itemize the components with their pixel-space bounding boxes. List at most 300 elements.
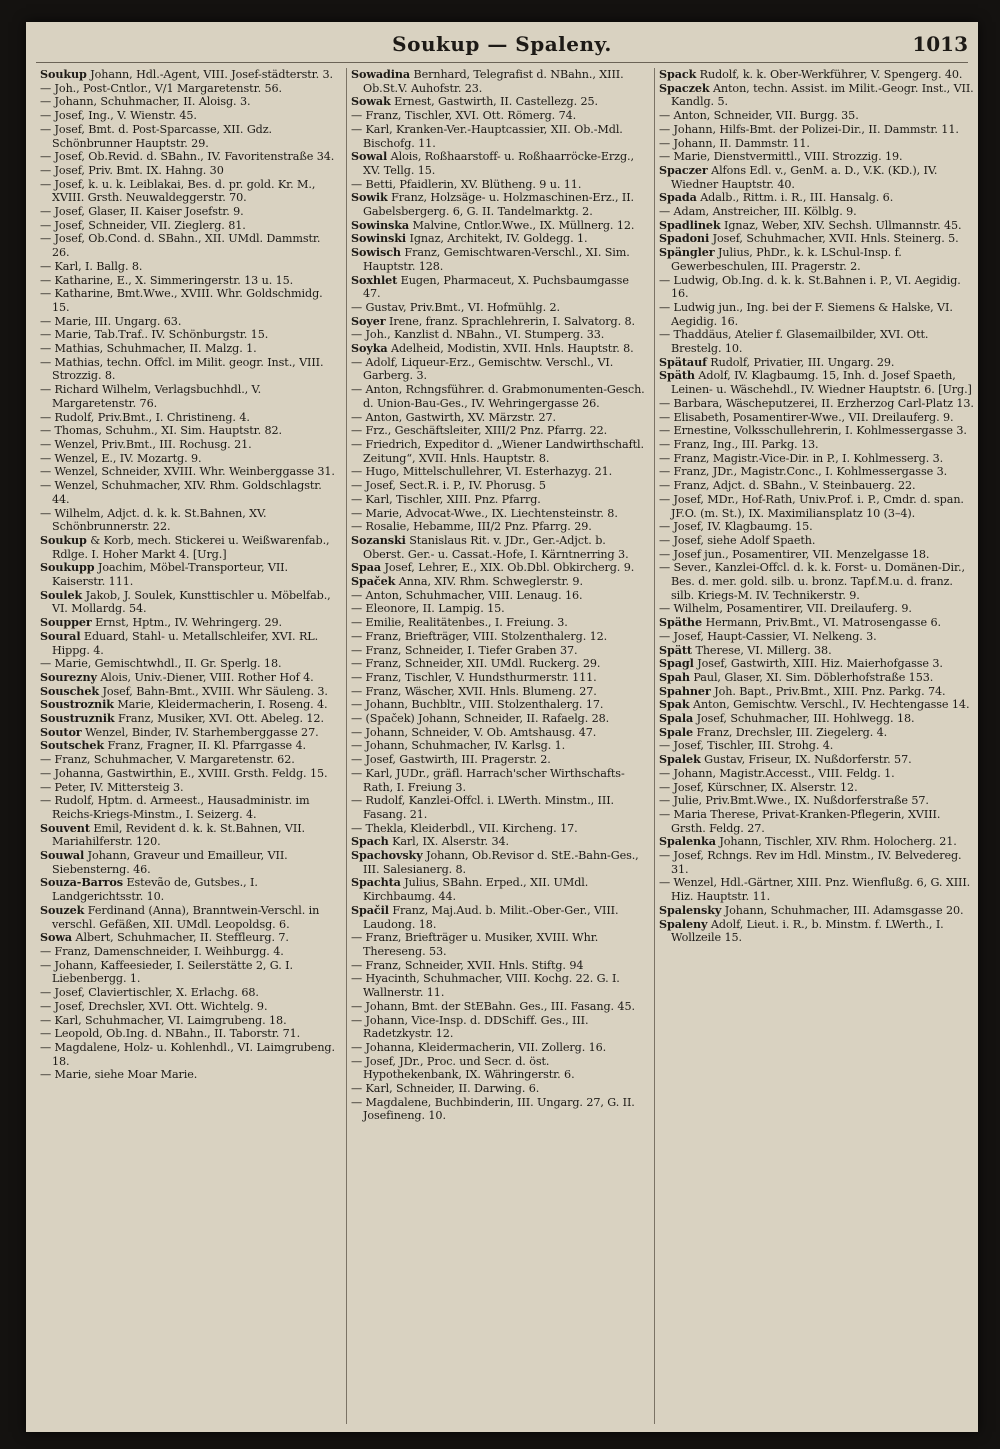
entry-text: Johann, Schuhmacher, III. Adamsgasse 20. xyxy=(721,903,964,917)
directory-entry xyxy=(351,150,649,177)
entry-text: Ernst, Hptm., IV. Wehringerg. 29. xyxy=(91,616,282,630)
directory-entry xyxy=(40,411,338,425)
entry-headword: Spack xyxy=(659,68,697,81)
entry-headword: Spačil xyxy=(351,902,389,917)
entry-headword: Soural xyxy=(40,628,81,643)
directory-entry xyxy=(351,1041,649,1055)
entry-text: — Josef, Schneider, VII. Zieglerg. 81. xyxy=(40,218,246,232)
directory-entry xyxy=(659,274,977,301)
entry-headword: Spah xyxy=(659,669,690,684)
entry-text: — Josef jun., Posamentirer, VII. Menzelgasse 18. xyxy=(659,547,930,561)
entry-text: — Karl, JUDr., gräfl. Harrach'scher Wirthschafts-Rath, I. Freiung 3. xyxy=(351,766,625,794)
directory-entry xyxy=(40,1014,338,1028)
directory-entry xyxy=(659,794,977,808)
entry-text: — Franz, Schuhmacher, V. Margaretenstr. 62. xyxy=(40,753,295,767)
directory-entry xyxy=(659,232,977,246)
entry-text: Adalb., Rittm. i. R., III. Hansalg. 6. xyxy=(696,191,894,205)
entry-text: — Thomas, Schuhm., XI. Sim. Hauptstr. 82. xyxy=(40,424,283,438)
directory-entry xyxy=(351,575,649,589)
entry-text: Ernest, Gastwirth, II. Castellezg. 25. xyxy=(390,95,598,109)
entry-text: Adolf, Lieut. i. R., b. Minstm. f. LWerth., I. Wollzeile 15. xyxy=(671,917,944,945)
directory-entry xyxy=(351,794,649,821)
entry-text: — Josef, Drechsler, XVI. Ott. Wichtelg. 9. xyxy=(40,999,268,1013)
entry-text: — Wilhelm, Adjct. d. k. k. St.Bahnen, XV. Schönbrunnerstr. 22. xyxy=(40,506,267,534)
directory-page xyxy=(26,22,978,1432)
entry-text: — Wenzel, Schuhmacher, XIV. Rhm. Goldschlagstr. 44. xyxy=(40,479,322,506)
directory-entry xyxy=(659,68,977,82)
entry-headword: Spala xyxy=(659,711,694,726)
entry-text: Josef, Schuhmacher, XVII. Hnls. Steinerg. 5. xyxy=(709,232,959,246)
entry-text: Irene, franz. Sprachlehrerin, I. Salvatorg. 8. xyxy=(385,314,636,328)
entry-text: Julius, SBahn. Erped., XII. UMdl. Kirchbaumg. 44. xyxy=(363,876,589,904)
entry-text: Eduard, Stahl- u. Metallschleifer, XVI. RL. Hippg. 4. xyxy=(52,629,319,657)
directory-entry xyxy=(351,767,649,794)
entry-headword: Spaa xyxy=(351,560,381,575)
entry-headword: Spadoni xyxy=(659,231,710,246)
directory-entry xyxy=(659,479,977,493)
entry-text: Johann, Tischler, XIV. Rhm. Holocherg. 21. xyxy=(715,835,957,849)
entry-text: — Josef, Ob.Cond. d. SBahn., XII. UMdl. Dammstr. 26. xyxy=(40,232,321,260)
entry-text: Franz, Drechsler, III. Ziegelerg. 4. xyxy=(693,725,888,739)
entry-text: Estevão de, Gutsbes., I. Landgerichtsstr. 10. xyxy=(52,876,258,904)
entry-text: — Franz, Adjct. d. SBahn., V. Steinbauerg. 22. xyxy=(659,479,916,493)
entry-text: — Magdalene, Holz- u. Kohlenhdl., VI. Laimgrubeng. 18. xyxy=(40,1040,335,1068)
directory-entry xyxy=(351,602,649,616)
directory-entry xyxy=(351,1082,649,1096)
directory-entry xyxy=(659,465,977,479)
entry-text: & Korb, mech. Stickerei u. Weißwarenfab., Rdlge. I. Hoher Markt 4. [Urg.] xyxy=(52,533,330,561)
entry-text: Ignaz, Architekt, IV. Goldegg. 1. xyxy=(406,232,588,246)
entry-headword: Spätt xyxy=(659,642,692,657)
directory-entry xyxy=(659,301,977,328)
entry-text: — Franz, Damenschneider, I. Weihburgg. 4. xyxy=(40,945,284,958)
entry-text: — Adolf, Liqueur-Erz., Gemischtw. Verschl., VI. Garberg. 3. xyxy=(351,355,614,383)
entry-text: — Franz, JDr., Magistr.Conc., I. Kohlmessergasse 3. xyxy=(659,465,948,479)
directory-entry xyxy=(659,328,977,355)
entry-text: — Marie, Gemischtwhdl., II. Gr. Sperlg. 18. xyxy=(40,657,282,671)
directory-entry xyxy=(351,904,649,931)
directory-entry xyxy=(659,712,977,726)
directory-entry xyxy=(659,644,977,658)
directory-entry xyxy=(659,808,977,835)
entry-headword: Spängler xyxy=(659,245,715,260)
entry-headword: Soyer xyxy=(351,313,386,328)
directory-entry xyxy=(351,616,649,630)
directory-entry xyxy=(659,137,977,151)
entry-text: — Karl, Schuhmacher, VI. Laimgrubeng. 18. xyxy=(40,1013,287,1027)
entry-text: — Joh., Post-Cntlor., V/1 Margaretenstr. 56. xyxy=(40,81,283,95)
directory-entry xyxy=(40,753,338,767)
entry-text: Josef, Gastwirth, XIII. Hiz. Maierhofgasse 3. xyxy=(693,657,943,671)
entry-text: — Anton, Rchngsführer. d. Grabmonumenten-Gesch. d. Union-Bau-Ges., IV. Wehringergasse 26. xyxy=(351,383,645,410)
entry-text: Julius, PhDr., k. k. LSchul-Insp. f. Gewerbeschulen, III. Pragerstr. 2. xyxy=(671,246,902,273)
entry-columns xyxy=(40,68,974,1424)
directory-entry xyxy=(351,328,649,342)
directory-entry xyxy=(40,328,338,342)
directory-entry xyxy=(40,781,338,795)
directory-entry xyxy=(40,698,338,712)
directory-entry xyxy=(351,95,649,109)
entry-headword: Sowal xyxy=(351,149,388,164)
entry-text: — Betti, Pfaidlerin, XV. Blütheng. 9 u. 11. xyxy=(351,177,582,191)
directory-entry xyxy=(40,1041,338,1068)
entry-text: — Karl, I. Ballg. 8. xyxy=(40,259,143,273)
entry-headword: Spale xyxy=(659,724,694,739)
entry-text: — Karl, Schneider, II. Darwing. 6. xyxy=(351,1082,540,1096)
directory-entry xyxy=(659,123,977,137)
directory-entry xyxy=(40,356,338,383)
entry-headword: Spalenka xyxy=(659,834,716,849)
entry-text: — Franz, Briefträger u. Musiker, XVIII. Whr. Thereseng. 53. xyxy=(351,931,599,958)
directory-entry xyxy=(40,986,338,1000)
entry-text: Franz, Maj.Aud. b. Milit.-Ober-Ger., VIII. Laudong. 18. xyxy=(363,903,619,931)
entry-text: — Josef, Glaser, II. Kaiser Josefstr. 9. xyxy=(40,205,244,219)
entry-text: — Josef, Kürschner, IX. Alserstr. 12. xyxy=(659,780,858,794)
directory-entry xyxy=(659,726,977,740)
entry-headword: Soyka xyxy=(351,341,388,356)
directory-entry xyxy=(659,493,977,520)
directory-entry xyxy=(40,109,338,123)
directory-entry xyxy=(659,109,977,123)
directory-entry xyxy=(40,726,338,740)
directory-entry xyxy=(659,369,977,396)
directory-entry xyxy=(40,931,338,945)
entry-text: — Franz, Briefträger, VIII. Stolzenthalerg. 12. xyxy=(351,629,608,643)
directory-entry xyxy=(351,178,649,192)
entry-text: — Anton, Gastwirth, XV. Märzstr. 27. xyxy=(351,410,556,424)
directory-entry xyxy=(659,602,977,616)
entry-text: — Josef, siehe Adolf Spaeth. xyxy=(659,533,816,547)
entry-text: — Franz, Ing., III. Parkg. 13. xyxy=(659,437,819,451)
directory-entry xyxy=(351,424,649,438)
directory-entry xyxy=(659,205,977,219)
column-left xyxy=(40,68,338,1424)
entry-text: — Thekla, Kleiderbdl., VII. Kircheng. 17. xyxy=(351,821,578,835)
entry-text: — Sever., Kanzlei-Offcl. d. k. k. Forst- u. Domänen-Dir., Bes. d. mer. gold. silb. u. bronz. Tapf.M.u. d. franz. silb. Kriegs-M. IV. Technikerstr. 9. xyxy=(659,561,965,602)
entry-text: — Rosalie, Hebamme, III/2 Pnz. Pfarrg. 29. xyxy=(351,520,592,534)
directory-entry xyxy=(40,232,338,259)
entry-text: Jakob, J. Soulek, Kunsttischler u. Möbelfab., VI. Mollardg. 54. xyxy=(52,588,331,616)
entry-text: Joh. Bapt., Priv.Bmt., XIII. Pnz. Parkg. 74. xyxy=(710,684,946,698)
directory-entry xyxy=(40,342,338,356)
entry-text: — Friedrich, Expeditor d. „Wiener Landwirthschaftl. Zeitung“, XVII. Hnls. Hauptstr. 8. xyxy=(351,437,644,465)
entry-text: — Johann, II. Dammstr. 11. xyxy=(659,136,810,150)
entry-text: — Barbara, Wäscheputzerei, II. Erzherzog Carl-Platz 13. xyxy=(659,396,974,410)
entry-text: — Franz, Schneider, XII. UMdl. Ruckerg. 29. xyxy=(351,657,601,671)
entry-text: Alfons Edl. v., GenM. a. D., V.K. (KD.), IV. Wiedner Hauptstr. 40. xyxy=(671,163,938,191)
directory-entry xyxy=(40,876,338,903)
directory-entry xyxy=(351,561,649,575)
directory-entry xyxy=(351,479,649,493)
directory-entry xyxy=(351,1000,649,1014)
directory-entry xyxy=(40,904,338,931)
entry-headword: Spachovsky xyxy=(351,848,423,863)
entry-text: — Rudolf, Priv.Bmt., I. Christineng. 4. xyxy=(40,410,250,424)
directory-entry xyxy=(40,1027,338,1041)
directory-entry xyxy=(659,452,977,466)
entry-text: — Josef, Claviertischler, X. Erlachg. 68. xyxy=(40,986,259,1000)
entry-text: — Rudolf, Kanzlei-Offcl. i. LWerth. Minstm., III. Fasang. 21. xyxy=(351,794,614,821)
directory-entry xyxy=(351,438,649,465)
entry-headword: Soukup xyxy=(40,68,87,81)
directory-entry xyxy=(351,274,649,301)
column-middle xyxy=(346,68,649,1424)
directory-entry xyxy=(351,191,649,218)
directory-entry xyxy=(40,849,338,876)
directory-entry xyxy=(659,685,977,699)
entry-headword: Spahner xyxy=(659,683,711,698)
directory-entry xyxy=(351,356,649,383)
directory-entry xyxy=(40,164,338,178)
directory-entry xyxy=(351,123,649,150)
directory-entry xyxy=(351,589,649,603)
entry-text: Rudolf, k. k. Ober-Werkführer, V. Spengerg. 40. xyxy=(696,68,963,81)
directory-entry xyxy=(351,685,649,699)
entry-text: Joachim, Möbel-Transporteur, VII. Kaiserstr. 111. xyxy=(52,561,288,589)
entry-text: Eugen, Pharmaceut, X. Puchsbaumgasse 47. xyxy=(363,273,629,301)
entry-text: — Johann, Bmt. der StEBahn. Ges., III. Fasang. 45. xyxy=(351,999,635,1013)
entry-text: Franz, Gemischtwaren-Verschl., XI. Sim. Hauptstr. 128. xyxy=(363,246,630,273)
directory-entry xyxy=(659,876,977,903)
entry-text: — Ernestine, Volksschullehrerin, I. Kohlmessergasse 3. xyxy=(659,424,967,438)
entry-text: — Ludwig jun., Ing. bei der F. Siemens & Halske, VI. Aegidig. 16. xyxy=(659,300,953,328)
entry-text: — Josef, JDr., Proc. und Secr. d. öst. Hypothekenbank, IX. Währingerstr. 6. xyxy=(351,1054,575,1082)
entry-text: Josef, Lehrer, E., XIX. Ob.Dbl. Obkircherg. 9. xyxy=(381,561,635,575)
entry-headword: Spak xyxy=(659,697,690,712)
entry-headword: Souza-Barros xyxy=(40,875,123,890)
entry-text: Alois, Univ.-Diener, VIII. Rother Hof 4. xyxy=(96,670,314,684)
entry-text: — Adam, Anstreicher, III. Kölblg. 9. xyxy=(659,205,857,219)
entry-headword: Soupper xyxy=(40,615,92,630)
entry-text: — Hugo, Mittelschullehrer, VI. Esterhazyg. 21. xyxy=(351,465,613,479)
directory-entry xyxy=(40,452,338,466)
directory-entry xyxy=(659,781,977,795)
directory-entry xyxy=(351,411,649,425)
directory-entry xyxy=(40,287,338,314)
directory-entry xyxy=(40,1068,338,1082)
entry-headword: Soukupp xyxy=(40,560,95,575)
entry-headword: Sowadina xyxy=(351,68,411,81)
directory-entry xyxy=(351,465,649,479)
directory-entry xyxy=(40,712,338,726)
entry-text: — Frz., Geschäftsleiter, XIII/2 Pnz. Pfarrg. 22. xyxy=(351,424,608,438)
entry-text: — Johann, Kaffeesieder, I. Seilerstätte 2, G. I. Liebenbergg. 1. xyxy=(40,958,293,986)
entry-headword: Soutschek xyxy=(40,738,105,753)
entry-headword: Spaczek xyxy=(659,80,710,95)
entry-text: — Elisabeth, Posamentirer-Wwe., VII. Dreilauferg. 9. xyxy=(659,410,954,424)
directory-entry xyxy=(40,465,338,479)
directory-entry xyxy=(659,534,977,548)
directory-entry xyxy=(40,260,338,274)
entry-headword: Spaczer xyxy=(659,162,708,177)
directory-entry xyxy=(40,507,338,534)
entry-text: — Katharine, Bmt.Wwe., XVIII. Whr. Goldschmidg. 15. xyxy=(40,287,323,314)
entry-text: — Josef, Rchngs. Rev im Hdl. Minstm., IV. Belvedereg. 31. xyxy=(659,849,962,876)
entry-text: — Franz, Tischler, V. Hundsthurmerstr. 111. xyxy=(351,670,597,684)
entry-text: — Mathias, Schuhmacher, II. Malzg. 1. xyxy=(40,342,257,356)
directory-entry xyxy=(40,561,338,588)
entry-text: Wenzel, Binder, IV. Starhemberggasse 27. xyxy=(81,725,319,739)
entry-text: — Josef, Sect.R. i. P., IV. Phorusg. 5 xyxy=(351,479,546,493)
directory-entry xyxy=(659,356,977,370)
directory-entry xyxy=(659,918,977,945)
directory-entry xyxy=(351,931,649,958)
directory-entry xyxy=(40,739,338,753)
entry-text: — Josef, IV. Klagbaumg. 15. xyxy=(659,520,813,534)
directory-entry xyxy=(40,822,338,849)
entry-headword: Sowak xyxy=(351,94,391,109)
entry-text: Marie, Kleidermacherin, I. Roseng. 4. xyxy=(113,698,328,712)
entry-text: — Leopold, Ob.Ing. d. NBahn., II. Taborstr. 71. xyxy=(40,1027,301,1041)
entry-headword: Spach xyxy=(351,834,389,849)
entry-headword: Spalek xyxy=(659,752,701,767)
entry-text: Josef, Bahn-Bmt., XVIII. Whr Säuleng. 3. xyxy=(99,684,328,698)
entry-text: — Hyacinth, Schuhmacher, VIII. Kochg. 22. G. I. Wallnerstr. 11. xyxy=(351,972,620,1000)
directory-entry xyxy=(40,82,338,96)
directory-entry xyxy=(351,644,649,658)
entry-headword: Souzek xyxy=(40,902,85,917)
directory-entry xyxy=(40,178,338,205)
entry-text: — Franz, Magistr.-Vice-Dir. in P., I. Kohlmesserg. 3. xyxy=(659,451,944,465)
entry-headword: Sourezny xyxy=(40,669,97,684)
entry-text: — Marie, Dienstvermittl., VIII. Strozzig. 19. xyxy=(659,150,903,164)
entry-text: — Emilie, Realitätenbes., I. Freiung. 3. xyxy=(351,616,568,630)
directory-entry xyxy=(351,849,649,876)
entry-text: Johann, Graveur und Emailleur, VII. Siebensterng. 46. xyxy=(52,849,288,876)
entry-headword: Soustroznik xyxy=(40,697,114,712)
directory-entry xyxy=(659,548,977,562)
entry-headword: Spalensky xyxy=(659,902,722,917)
directory-entry xyxy=(351,1014,649,1041)
directory-entry xyxy=(659,438,977,452)
entry-text: — Wenzel, E., IV. Mozartg. 9. xyxy=(40,451,202,465)
entry-text: — Anton, Schuhmacher, VIII. Lenaug. 16. xyxy=(351,588,583,602)
entry-text: Johann, Ob.Revisor d. StE.-Bahn-Ges., III. Salesianerg. 8. xyxy=(363,849,639,876)
entry-text: — Marie, III. Ungarg. 63. xyxy=(40,314,182,328)
directory-entry xyxy=(40,219,338,233)
entry-text: — Thaddäus, Atelier f. Glasemailbilder, XVI. Ott. Brestelg. 10. xyxy=(659,328,929,356)
directory-entry xyxy=(659,616,977,630)
entry-text: — (Spaček) Johann, Schneider, II. Rafaelg. 28. xyxy=(351,712,610,726)
entry-text: — Marie, Advocat-Wwe., IX. Liechtensteinstr. 8. xyxy=(351,506,618,520)
entry-text: Alois, Roßhaarstoff- u. Roßhaarröcke-Erzg., XV. Tellg. 15. xyxy=(363,150,634,177)
directory-entry xyxy=(351,301,649,315)
entry-headword: Souwal xyxy=(40,848,85,863)
entry-headword: Sowa xyxy=(40,930,73,945)
directory-entry xyxy=(351,822,649,836)
directory-entry xyxy=(659,424,977,438)
entry-text: Stanislaus Rit. v. JDr., Ger.-Adjct. b. Oberst. Ger.- u. Cassat.-Hofe, I. Kärntnerring 3. xyxy=(363,533,629,561)
directory-entry xyxy=(659,164,977,191)
entry-headword: Spätauf xyxy=(659,354,707,369)
entry-text: — Franz, Schneider, XVII. Hnls. Stiftg. 94 xyxy=(351,958,584,972)
directory-entry xyxy=(40,959,338,986)
entry-text: Franz, Fragner, II. Kl. Pfarrgasse 4. xyxy=(104,739,307,753)
entry-text: Rudolf, Privatier, III. Ungarg. 29. xyxy=(706,355,895,369)
entry-headword: Sowik xyxy=(351,190,388,205)
entry-text: — Marie, Tab.Traf.. IV. Schönburgstr. 15. xyxy=(40,328,269,342)
entry-text: Therese, VI. Millerg. 38. xyxy=(692,643,832,657)
entry-headword: Spaček xyxy=(351,574,396,589)
entry-text: — Josef, Ob.Revid. d. SBahn., IV. Favoritenstraße 34. xyxy=(40,150,335,164)
entry-text: Gustav, Friseur, IX. Nußdorferstr. 57. xyxy=(700,753,912,767)
entry-text: — Karl, Tischler, XIII. Pnz. Pfarrg. xyxy=(351,492,541,506)
directory-entry xyxy=(659,767,977,781)
directory-entry xyxy=(40,589,338,616)
entry-text: Bernhard, Telegrafist d. NBahn., XIII. Ob.St.V. Auhofstr. 23. xyxy=(363,68,624,95)
entry-text: — Wenzel, Hdl.-Gärtner, XIII. Pnz. Wienflußg. 6, G. XIII. Hiz. Hauptstr. 11. xyxy=(659,876,971,904)
directory-entry xyxy=(40,630,338,657)
entry-headword: Späthe xyxy=(659,615,702,630)
entry-text: Anton, techn. Assist. im Milit.-Geogr. Inst., VII. Kandlg. 5. xyxy=(671,81,974,109)
directory-entry xyxy=(351,657,649,671)
directory-entry xyxy=(659,246,977,273)
entry-text: — Franz, Tischler, XVI. Ott. Römerg. 74. xyxy=(351,109,577,123)
entry-text: — Johanna, Gastwirthin, E., XVIII. Grsth. Feldg. 15. xyxy=(40,766,328,780)
directory-entry xyxy=(351,68,649,95)
directory-entry xyxy=(40,438,338,452)
entry-text: Ferdinand (Anna), Branntwein-Verschl. in verschl. Gefäßen, XII. UMdl. Leopoldsg. 6. xyxy=(52,903,320,931)
directory-entry xyxy=(40,945,338,959)
entry-text: — Josef, k. u. k. Leiblakai, Bes. d. pr. gold. Kr. M., XVIII. Grsth. Neuwaldeggerstr. 70. xyxy=(40,177,316,205)
directory-entry xyxy=(40,671,338,685)
directory-entry xyxy=(659,739,977,753)
entry-text: — Maria Therese, Privat-Kranken-Pflegerin, XVIII. Grsth. Feldg. 27. xyxy=(659,807,941,835)
directory-entry xyxy=(40,616,338,630)
directory-entry xyxy=(659,561,977,602)
directory-entry xyxy=(40,123,338,150)
entry-text: — Johann, Buchbltr., VIII. Stolzenthalerg. 17. xyxy=(351,698,604,712)
entry-text: Albert, Schuhmacher, II. Steffleurg. 7. xyxy=(72,931,289,945)
directory-entry xyxy=(40,1000,338,1014)
directory-entry xyxy=(659,630,977,644)
entry-text: — Anton, Schneider, VII. Burgg. 35. xyxy=(659,109,859,123)
entry-text: — Ludwig, Ob.Ing. d. k. k. St.Bahnen i. P., VI. Aegidig. 16. xyxy=(659,273,961,301)
directory-entry xyxy=(40,150,338,164)
column-right xyxy=(654,68,977,1424)
directory-entry xyxy=(40,794,338,821)
entry-text: Adolf, IV. Klagbaumg. 15, Inh. d. Josef Spaeth, Leinen- u. Wäschehdl., IV. Wiedner Hauptstr. 6. [Urg.] xyxy=(671,369,972,397)
entry-text: — Rudolf, Hptm. d. Armeest., Hausadministr. im Reichs-Kriegs-Minstm., I. Seizerg. 4. xyxy=(40,794,310,821)
entry-text: — Wilhelm, Posamentirer, VII. Dreilauferg. 9. xyxy=(659,602,912,616)
entry-text: Karl, IX. Alserstr. 34. xyxy=(388,835,509,849)
entry-headword: Spaleny xyxy=(659,916,708,931)
directory-entry xyxy=(40,68,338,82)
entry-text: Anna, XIV. Rhm. Schweglerstr. 9. xyxy=(395,575,583,589)
entry-headword: Soxhlet xyxy=(351,272,398,287)
directory-entry xyxy=(351,739,649,753)
entry-headword: Sowinska xyxy=(351,217,410,232)
entry-headword: Souvent xyxy=(40,820,90,835)
entry-headword: Spada xyxy=(659,190,697,205)
entry-text: — Josef, Bmt. d. Post-Sparcasse, XII. Gdz. Schönbrunner Hauptstr. 29. xyxy=(40,122,272,150)
directory-entry xyxy=(659,82,977,109)
directory-entry xyxy=(659,698,977,712)
entry-text: — Johann, Vice-Insp. d. DDSchiff. Ges., III. Radetzkystr. 12. xyxy=(351,1013,589,1041)
entry-headword: Sozanski xyxy=(351,532,406,547)
entry-text: — Johann, Schuhmacher, IV. Karlsg. 1. xyxy=(351,739,566,753)
entry-text: Anton, Gemischtw. Verschl., IV. Hechtengasse 14. xyxy=(689,698,970,712)
entry-text: — Josef, Priv. Bmt. IX. Hahng. 30 xyxy=(40,163,224,177)
entry-text: — Magdalene, Buchbinderin, III. Ungarg. 27, G. II. Josefineng. 10. xyxy=(351,1095,635,1123)
entry-text: — Wenzel, Schneider, XVIII. Whr. Weinberggasse 31. xyxy=(40,465,335,479)
entry-text: Josef, Schuhmacher, III. Hohlwegg. 18. xyxy=(693,712,915,726)
directory-entry xyxy=(351,342,649,356)
entry-text: — Josef, Ing., V. Wienstr. 45. xyxy=(40,109,197,123)
entry-headword: Soutor xyxy=(40,724,82,739)
entry-text: — Josef, MDr., Hof-Rath, Univ.Prof. i. P., Cmdr. d. span. JF.O. (m. St.), IX. Maximiliansplatz 10 (3–4). xyxy=(659,492,964,520)
directory-entry xyxy=(40,479,338,506)
